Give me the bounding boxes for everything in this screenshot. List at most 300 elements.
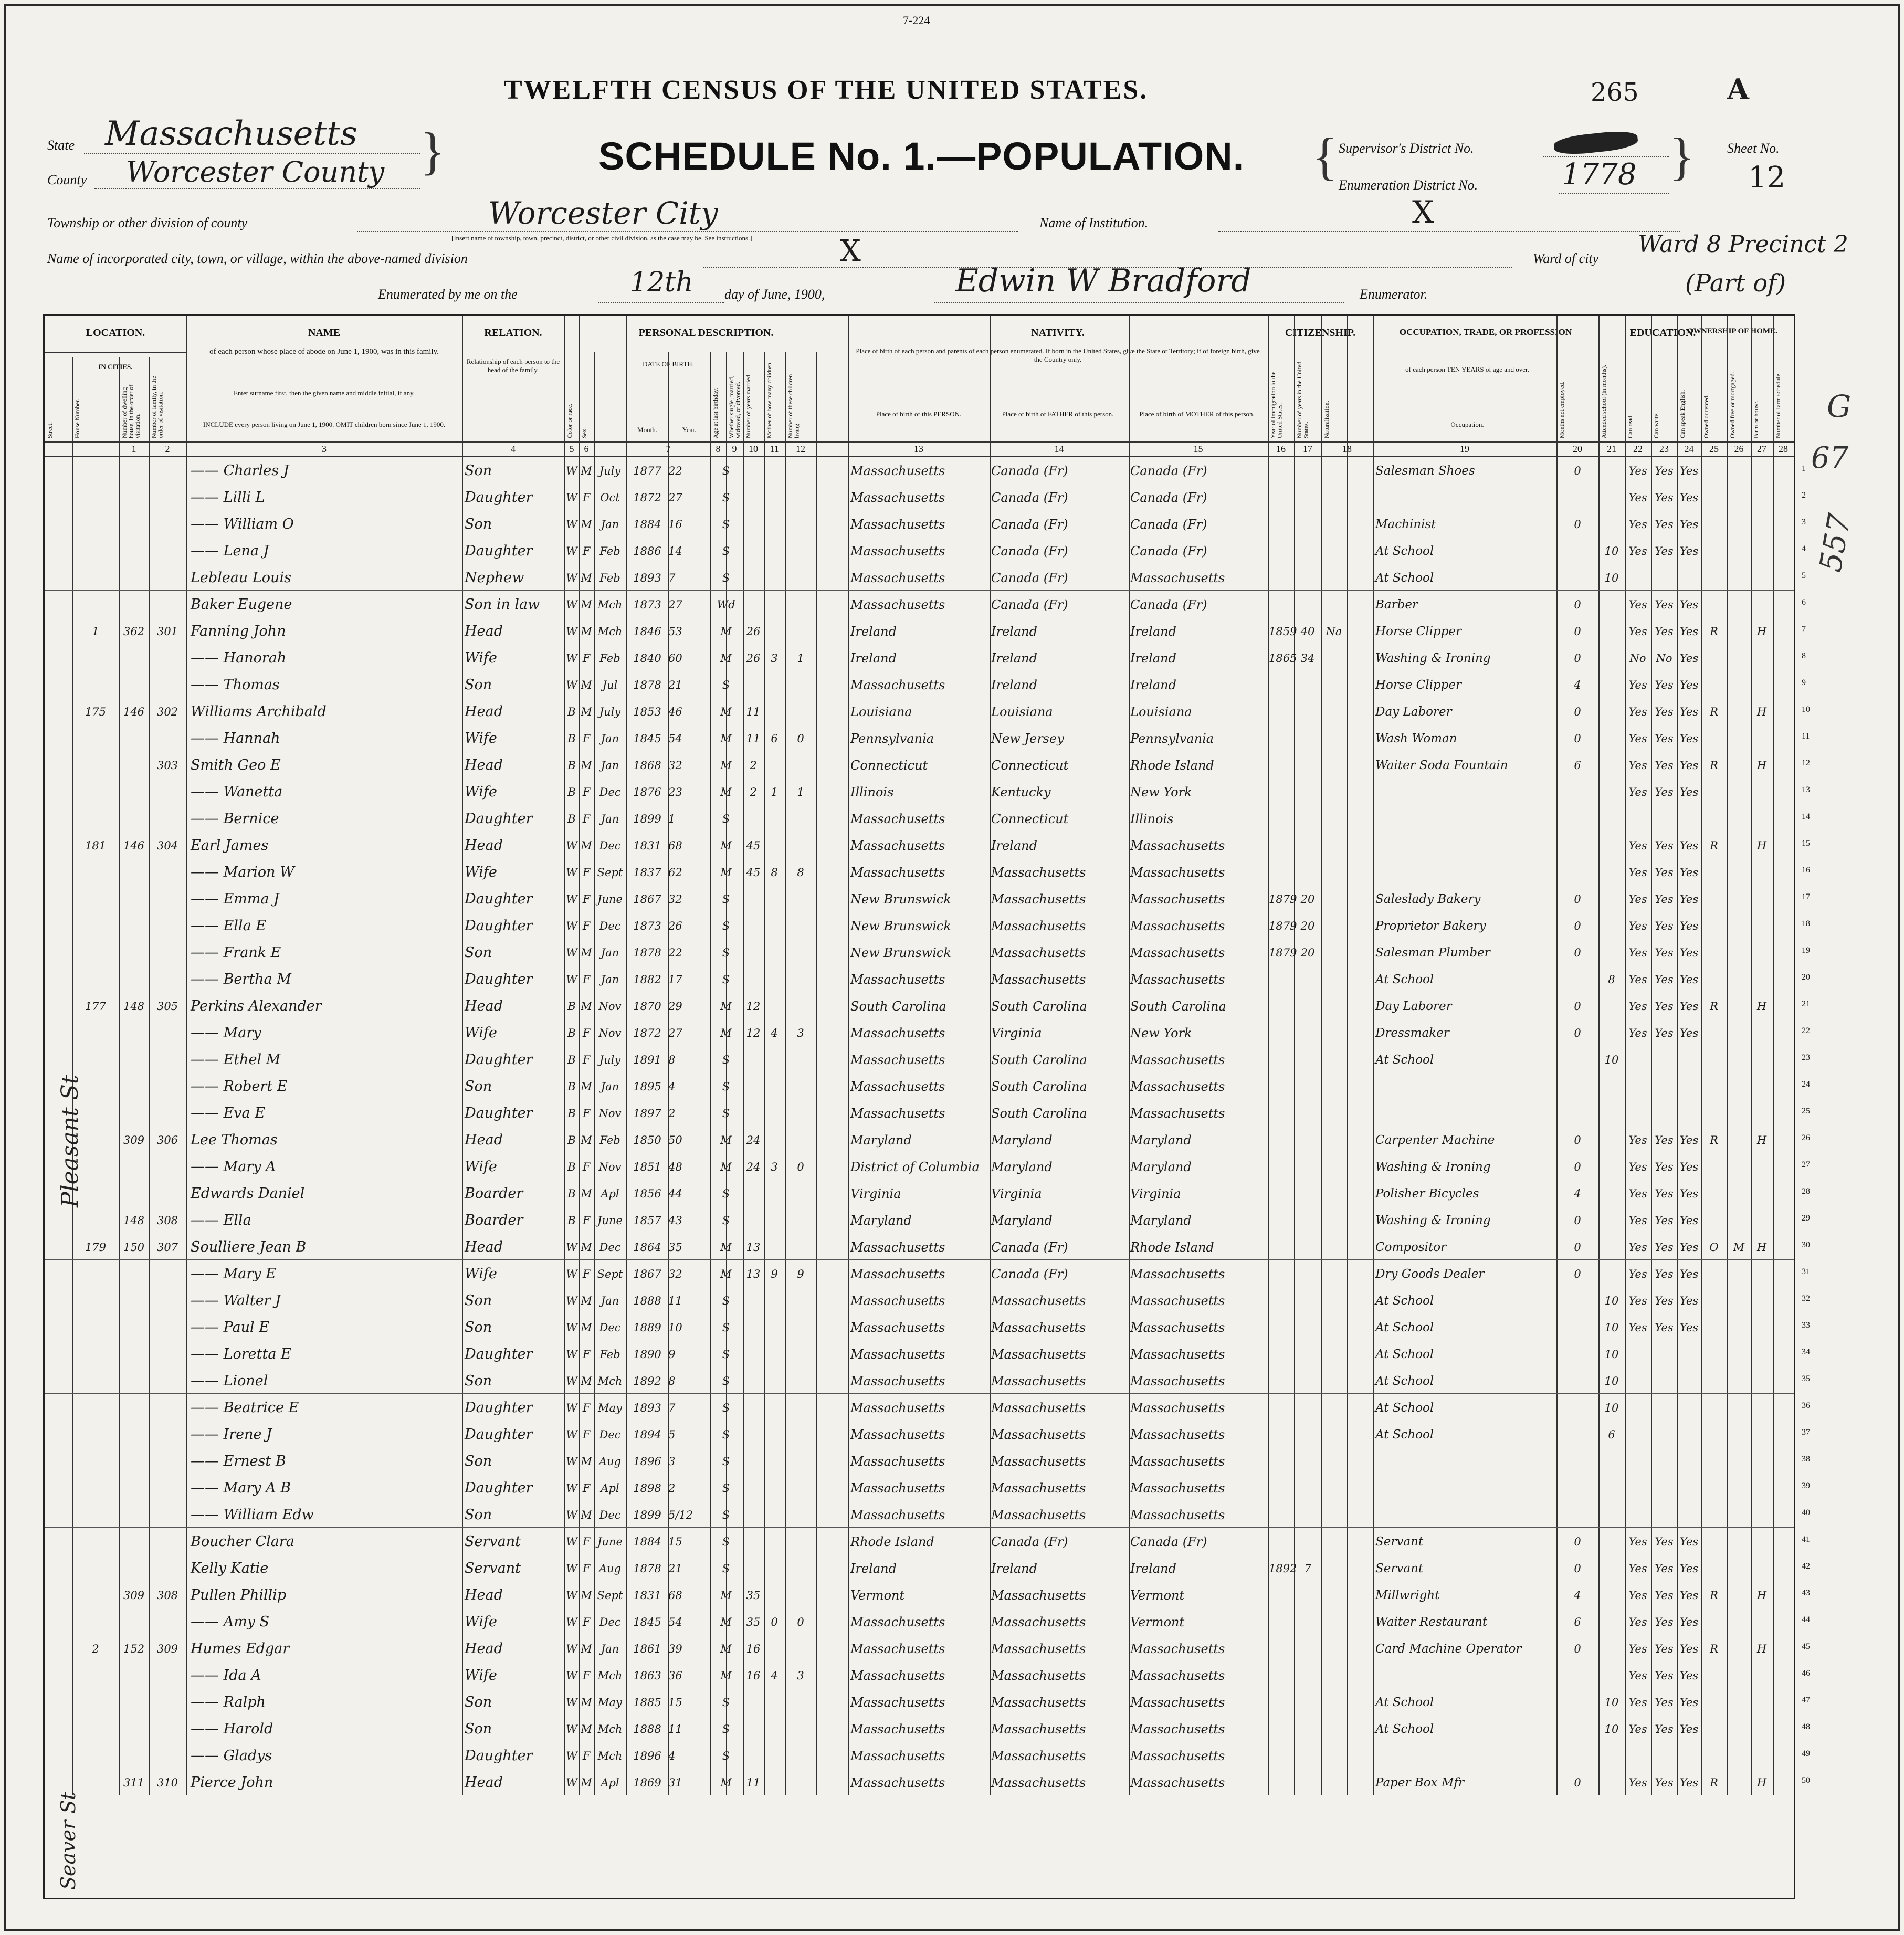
cell-dwelling — [119, 1611, 149, 1634]
line-number: 4 — [1802, 544, 1806, 553]
cell-write — [1651, 1744, 1677, 1768]
cell-sex: M — [581, 1375, 592, 1387]
cell-year: 1856 — [633, 1187, 661, 1200]
cell-owned — [1701, 941, 1727, 964]
cell-birth-person: South Carolina — [850, 999, 946, 1014]
line-number: 45 — [1802, 1642, 1810, 1651]
cell-house: 175 — [85, 706, 107, 718]
cell-dwelling — [119, 727, 149, 750]
cell-marital: M — [720, 1776, 732, 1789]
cell-years-us — [1294, 1209, 1321, 1232]
cell-birth-mother: Canada (Fr) — [1130, 490, 1207, 505]
cell-marital: S — [722, 1455, 730, 1468]
cell-farm-house — [1751, 1396, 1773, 1419]
cell-immigration — [1269, 1370, 1294, 1393]
enumerator-line — [934, 302, 1344, 303]
cell-family — [149, 807, 186, 830]
cell-living — [785, 1744, 816, 1768]
cell-color: W — [566, 1348, 577, 1361]
line-number: 12 — [1802, 759, 1810, 767]
cell-family — [149, 727, 186, 750]
cell-immigration: 1859 — [1269, 625, 1297, 638]
cell-mother-of: 0 — [771, 1616, 778, 1628]
cell-dwelling: 150 — [123, 1241, 145, 1254]
cell-birth-person: Illinois — [850, 785, 894, 800]
cell-birth-mother: Massachusetts — [1130, 838, 1225, 853]
cell-mortgage — [1727, 1664, 1751, 1687]
cell-natural — [1321, 1129, 1347, 1152]
cell-farm-no — [1773, 1209, 1794, 1232]
cell-living: 0 — [797, 1616, 804, 1628]
cell-school — [1598, 1477, 1625, 1500]
cell-year: 1888 — [633, 1723, 661, 1736]
line-number: 15 — [1802, 839, 1810, 848]
cell-name: Lee Thomas — [191, 1132, 278, 1148]
cell-english: Yes — [1679, 920, 1699, 932]
column-number: 20 — [1573, 444, 1582, 454]
cell-years-us — [1294, 995, 1321, 1018]
cell-mortgage — [1727, 1611, 1751, 1634]
cell-birth-father: Canada (Fr) — [991, 571, 1068, 585]
cell-farm-no — [1773, 1637, 1794, 1660]
cell-years-married — [743, 1450, 764, 1473]
cell-marital: S — [722, 920, 730, 932]
cell-school: 10 — [1604, 1375, 1619, 1387]
cell-mortgage: M — [1733, 1241, 1745, 1254]
head-years-in-us: Number of years in the United States. — [1296, 361, 1310, 438]
cell-mortgage — [1727, 1316, 1751, 1339]
cell-birth-person: Massachusetts — [850, 490, 945, 505]
line-number: 17 — [1802, 892, 1810, 901]
cell-birth-mother: Massachusetts — [1130, 865, 1225, 880]
cell-english: Yes — [1679, 598, 1699, 611]
cell-school — [1598, 1771, 1625, 1794]
table-row — [45, 483, 1794, 510]
cell-english: Yes — [1679, 1214, 1699, 1227]
cell-farm-no — [1773, 1584, 1794, 1607]
cell-age: 50 — [668, 1134, 682, 1147]
line-number: 38 — [1802, 1455, 1810, 1464]
table-row — [45, 510, 1794, 537]
cell-birth-father: Massachusetts — [991, 1722, 1086, 1737]
cell-months-unemployed: 6 — [1574, 1616, 1581, 1628]
cell-year: 1888 — [633, 1295, 661, 1307]
cell-years-married: 13 — [746, 1241, 761, 1254]
cell-occupation: Servant — [1375, 1535, 1424, 1549]
cell-years-us — [1294, 700, 1321, 723]
cell-house — [72, 1316, 119, 1339]
group-ownership: OWNERSHIP OF HOME. — [1687, 327, 1777, 335]
cell-birth-father: South Carolina — [991, 1053, 1087, 1067]
cell-school — [1598, 486, 1625, 509]
cell-dwelling — [119, 674, 149, 697]
cell-name: —— Irene J — [191, 1426, 272, 1443]
table-row — [45, 831, 1794, 858]
head-year-immigration: Year of immigration to the United States. — [1269, 371, 1284, 438]
cell-birth-father: Kentucky — [991, 785, 1051, 800]
cell-occupation: At School — [1375, 571, 1434, 585]
cell-months-unemployed: 0 — [1574, 518, 1581, 531]
cell-natural — [1321, 1155, 1347, 1179]
cell-immigration — [1269, 727, 1294, 750]
cell-house — [72, 1048, 119, 1071]
cell-months-unemployed — [1556, 1048, 1598, 1071]
table-row — [45, 751, 1794, 777]
cell-birth-person: Massachusetts — [850, 544, 945, 559]
cell-color: B — [567, 786, 576, 798]
cell-write: Yes — [1655, 1321, 1674, 1334]
cell-sex: F — [582, 652, 591, 665]
cell-age: 5 — [668, 1428, 676, 1441]
cell-years-us: 20 — [1300, 920, 1315, 932]
cell-mortgage — [1727, 1771, 1751, 1794]
cell-birth-mother: Vermont — [1130, 1588, 1185, 1603]
cell-year: 1886 — [633, 545, 661, 558]
cell-school — [1598, 1182, 1625, 1205]
cell-family: 310 — [156, 1776, 178, 1789]
cell-years-married — [743, 1343, 764, 1366]
cell-birth-father: Massachusetts — [991, 1668, 1086, 1683]
cell-school — [1598, 620, 1625, 643]
cell-house — [72, 566, 119, 590]
cell-color: W — [566, 545, 577, 558]
table-row — [45, 644, 1794, 670]
cell-natural — [1321, 1691, 1347, 1714]
cell-house — [72, 1343, 119, 1366]
cell-relation: Daughter — [465, 971, 533, 987]
cell-month: Mch — [597, 1723, 623, 1736]
table-row — [45, 590, 1794, 617]
cell-living — [785, 1530, 816, 1553]
cell-months-unemployed — [1556, 1691, 1598, 1714]
cell-relation: Daughter — [465, 1400, 533, 1416]
cell-english: Yes — [1679, 1616, 1699, 1628]
cell-relation: Servant — [465, 1533, 521, 1550]
cell-dwelling — [119, 1664, 149, 1687]
cell-house — [72, 941, 119, 964]
cell-age: 8 — [668, 1375, 676, 1387]
cell-school — [1598, 459, 1625, 482]
cell-mother-of — [764, 1102, 785, 1125]
cell-birth-father: Maryland — [991, 1160, 1053, 1174]
cell-mortgage — [1727, 647, 1751, 670]
cell-dwelling — [119, 1450, 149, 1473]
cell-living — [785, 513, 816, 536]
cell-age: 27 — [668, 491, 682, 504]
state-line — [84, 153, 420, 154]
cell-sex: M — [581, 1589, 592, 1602]
cell-owned — [1701, 593, 1727, 616]
cell-dwelling — [119, 566, 149, 590]
cell-years-us — [1294, 807, 1321, 830]
day-line — [598, 302, 724, 303]
line-number: 33 — [1802, 1321, 1810, 1330]
cell-living — [785, 1343, 816, 1366]
cell-immigration — [1269, 513, 1294, 536]
cell-relation: Daughter — [465, 1051, 533, 1068]
cell-birth-father: Massachusetts — [991, 919, 1086, 933]
cell-living — [785, 834, 816, 857]
cell-years-us — [1294, 1584, 1321, 1607]
cell-sex: M — [581, 759, 592, 772]
cell-birth-person: Massachusetts — [850, 972, 945, 987]
cell-relation: Daughter — [465, 1105, 533, 1121]
cell-read: No — [1629, 652, 1646, 665]
cell-years-us — [1294, 1370, 1321, 1393]
cell-school — [1598, 593, 1625, 616]
cell-months-unemployed: 4 — [1574, 1589, 1581, 1602]
cell-school — [1598, 1664, 1625, 1687]
cell-name: Perkins Alexander — [191, 998, 322, 1014]
cell-farm-no — [1773, 1048, 1794, 1071]
cell-marital: S — [722, 1428, 730, 1441]
cell-mother-of — [764, 1396, 785, 1419]
cell-relation: Servant — [465, 1560, 521, 1576]
cell-years-us — [1294, 1182, 1321, 1205]
cell-occupation — [1375, 834, 1555, 857]
cell-relation: Son — [465, 1319, 492, 1335]
cell-read: Yes — [1628, 947, 1647, 959]
cell-owned — [1701, 566, 1727, 590]
state-label: State — [47, 138, 75, 153]
cell-immigration — [1269, 674, 1294, 697]
cell-farm-house — [1751, 968, 1773, 991]
cell-occupation — [1375, 1102, 1555, 1125]
cell-sex: F — [582, 920, 591, 932]
line-number: 11 — [1802, 732, 1810, 741]
cell-read: Yes — [1628, 732, 1647, 745]
cell-natural — [1321, 647, 1347, 670]
cell-immigration — [1269, 1530, 1294, 1553]
cell-birth-person: Massachusetts — [850, 1347, 945, 1362]
cell-birth-person: District of Columbia — [850, 1160, 980, 1174]
cell-birth-person: Massachusetts — [850, 1508, 945, 1522]
cell-write: Yes — [1655, 706, 1674, 718]
cell-family: 308 — [156, 1214, 178, 1227]
cell-owned — [1701, 1022, 1727, 1045]
cell-sex: M — [581, 1134, 592, 1147]
cell-months-unemployed: 0 — [1574, 625, 1581, 638]
cell-family — [149, 1611, 186, 1634]
cell-sex: M — [581, 947, 592, 959]
cell-living: 0 — [797, 732, 804, 745]
cell-owned — [1701, 1209, 1727, 1232]
cell-house — [72, 1771, 119, 1794]
cell-read: Yes — [1628, 706, 1647, 718]
cell-mother-of — [764, 513, 785, 536]
cell-year: 1850 — [633, 1134, 661, 1147]
cell-farm-no — [1773, 1744, 1794, 1768]
cell-natural — [1321, 1263, 1347, 1286]
cell-birth-mother: South Carolina — [1130, 999, 1226, 1014]
cell-farm-house — [1751, 1048, 1773, 1071]
cell-house — [72, 1584, 119, 1607]
cell-month: Nov — [598, 1161, 622, 1173]
cell-occupation: Washing & Ironing — [1375, 651, 1491, 665]
cell-age: 60 — [668, 652, 682, 665]
column-number: 8 — [716, 444, 721, 454]
cell-name: —— Gladys — [191, 1748, 272, 1764]
cell-occupation: At School — [1375, 1348, 1434, 1361]
cell-sex: M — [581, 1321, 592, 1334]
cell-marital: M — [720, 1161, 732, 1173]
cell-write: Yes — [1655, 1000, 1674, 1013]
cell-dwelling — [119, 1343, 149, 1366]
group-personal: PERSONAL DESCRIPTION. — [638, 327, 774, 339]
cell-age: 27 — [668, 1027, 682, 1039]
cell-living — [785, 1718, 816, 1741]
cell-month: June — [597, 1536, 623, 1548]
cell-months-unemployed — [1556, 1075, 1598, 1098]
enumerated-prefix: Enumerated by me on the — [378, 287, 518, 302]
cell-birth-person: Massachusetts — [850, 1240, 945, 1255]
cell-age: 54 — [668, 1616, 682, 1628]
cell-read: Yes — [1628, 1669, 1647, 1682]
cell-sex: M — [581, 625, 592, 638]
cell-natural — [1321, 1584, 1347, 1607]
line-number: 46 — [1802, 1669, 1810, 1678]
cell-years-married: 16 — [746, 1643, 761, 1655]
cell-marital: Wd — [717, 598, 735, 611]
cell-family — [149, 1691, 186, 1714]
cell-birth-mother: Massachusetts — [1130, 1508, 1225, 1522]
cell-name: —— Hanorah — [191, 650, 287, 666]
cell-age: 2 — [668, 1107, 676, 1120]
cell-month: July — [599, 706, 621, 718]
cell-birth-mother: Massachusetts — [1130, 1775, 1225, 1790]
cell-english — [1677, 1396, 1701, 1419]
cell-marital: S — [722, 1509, 730, 1521]
cell-school — [1598, 1744, 1625, 1768]
cell-dwelling — [119, 1744, 149, 1768]
cell-natural — [1321, 1102, 1347, 1125]
cell-write — [1651, 1423, 1677, 1446]
cell-family — [149, 1316, 186, 1339]
cell-birth-person: Massachusetts — [850, 812, 945, 826]
cell-farm-house — [1751, 888, 1773, 911]
cell-mother-of — [764, 941, 785, 964]
cell-name: Soulliere Jean B — [191, 1239, 307, 1255]
table-row — [45, 1340, 1794, 1366]
line-number: 2 — [1802, 491, 1806, 500]
cell-marital: M — [720, 839, 732, 852]
head-birth-father: Place of birth of FATHER of this person. — [1002, 410, 1114, 418]
cell-birth-person: Vermont — [850, 1588, 905, 1603]
cell-living — [785, 1637, 816, 1660]
cell-years-us: 7 — [1304, 1562, 1311, 1575]
cell-mortgage — [1727, 1075, 1751, 1098]
cell-color: B — [567, 1027, 576, 1039]
cell-read: Yes — [1628, 679, 1647, 691]
cell-house — [72, 513, 119, 536]
cell-farm-house — [1751, 1691, 1773, 1714]
cell-occupation: Barber — [1375, 598, 1418, 612]
cell-name: —— William Edw — [191, 1507, 314, 1523]
cell-house — [72, 540, 119, 563]
cell-natural — [1321, 540, 1347, 563]
cell-month: Sept — [597, 1589, 623, 1602]
cell-months-unemployed: 0 — [1574, 893, 1581, 906]
cell-occupation: At School — [1375, 1321, 1434, 1334]
cell-living — [785, 1236, 816, 1259]
cell-farm-house — [1751, 941, 1773, 964]
cell-birth-person: Massachusetts — [850, 1293, 945, 1308]
cell-color: W — [566, 1295, 577, 1307]
cell-mortgage — [1727, 620, 1751, 643]
cell-owned — [1701, 647, 1727, 670]
cell-mother-of — [764, 566, 785, 590]
cell-relation: Son — [465, 1453, 492, 1469]
cell-age: 35 — [668, 1241, 682, 1254]
cell-mortgage — [1727, 1343, 1751, 1366]
table-row — [45, 1420, 1794, 1447]
cell-years-us — [1294, 1637, 1321, 1660]
cell-months-unemployed: 0 — [1574, 1134, 1581, 1147]
cell-birth-father: Massachusetts — [991, 1588, 1086, 1603]
cell-school: 10 — [1604, 1402, 1619, 1414]
cell-dwelling — [119, 1557, 149, 1580]
cell-mother-of: 3 — [771, 1161, 778, 1173]
cell-english: Yes — [1679, 1536, 1699, 1548]
cell-birth-mother: Massachusetts — [1130, 1320, 1225, 1335]
cell-house — [72, 1370, 119, 1393]
cell-farm-no — [1773, 1530, 1794, 1553]
cell-months-unemployed — [1556, 540, 1598, 563]
cell-immigration — [1269, 1129, 1294, 1152]
cell-name: —— Hannah — [191, 730, 280, 746]
cell-years-us — [1294, 1396, 1321, 1419]
cell-english — [1677, 1075, 1701, 1098]
head-house-number: House Number. — [73, 398, 81, 438]
ward-value: Ward 8 Precinct 2 — [1638, 231, 1848, 258]
cell-immigration — [1269, 1744, 1294, 1768]
cell-mortgage — [1727, 1289, 1751, 1312]
cell-name: Boucher Clara — [191, 1533, 294, 1550]
cell-marital: S — [722, 465, 730, 477]
cell-living — [785, 1102, 816, 1125]
column-number: 18 — [1342, 444, 1352, 454]
cell-dwelling — [119, 459, 149, 482]
cell-write: No — [1656, 652, 1672, 665]
column-number: 6 — [584, 444, 589, 454]
cell-occupation: Washing & Ironing — [1375, 1160, 1491, 1174]
cell-birth-person: Maryland — [850, 1133, 912, 1148]
cell-years-us — [1294, 834, 1321, 857]
cell-school — [1598, 941, 1625, 964]
line-number: 30 — [1802, 1240, 1810, 1249]
cell-family — [149, 1102, 186, 1125]
cell-farm-no — [1773, 1182, 1794, 1205]
cell-color: W — [566, 1268, 577, 1280]
table-row — [45, 1581, 1794, 1607]
cell-sex: M — [581, 465, 592, 477]
column-number: 7 — [666, 444, 671, 454]
cell-living — [785, 1289, 816, 1312]
cell-color: W — [566, 1428, 577, 1441]
cell-name: Pullen Phillip — [191, 1587, 287, 1603]
cell-name: Lebleau Louis — [191, 570, 291, 586]
cell-read: Yes — [1628, 1241, 1647, 1254]
cell-year: 1872 — [633, 491, 661, 504]
cell-school — [1598, 1450, 1625, 1473]
cell-english: Yes — [1679, 1295, 1699, 1307]
cell-read — [1625, 1396, 1651, 1419]
cell-farm-no — [1773, 1263, 1794, 1286]
cell-month: June — [597, 1214, 623, 1227]
cell-natural — [1321, 1771, 1347, 1794]
cell-name: —— Ralph — [191, 1694, 266, 1710]
supervisor-label: Supervisor's District No. — [1339, 141, 1474, 156]
